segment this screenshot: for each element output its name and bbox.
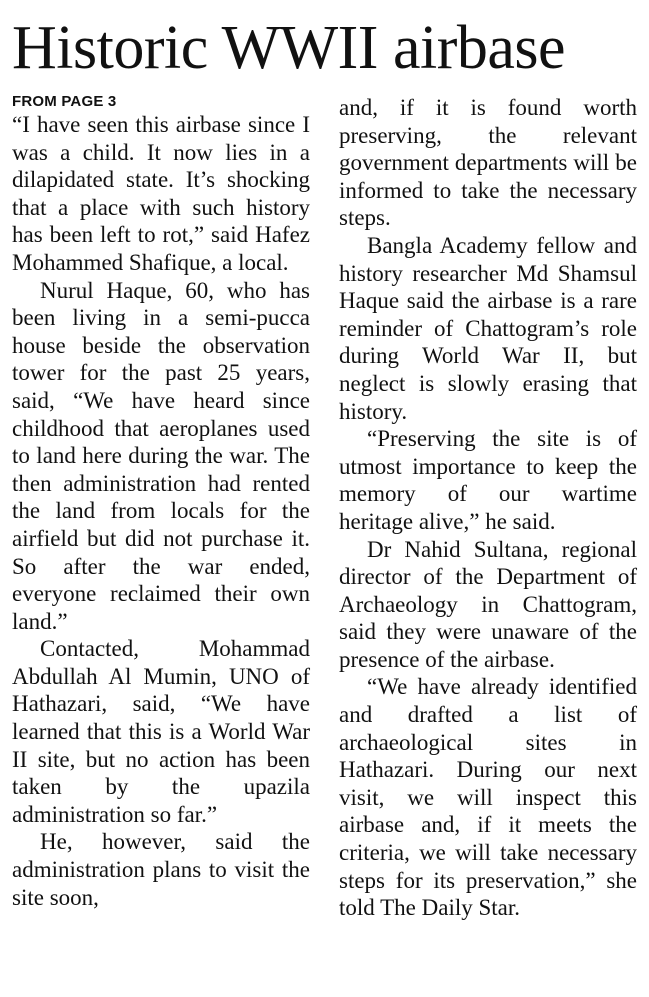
paragraph: Dr Nahid Sultana, regional director of the Department of Archaeology in Chattogram, said they were unaware of the presence of the airbase. [339,536,637,672]
paragraph: “Preserving the site is of utmost importance to keep the memory of our wartime heritage alive,” he said. [339,426,637,534]
paragraph: Nurul Haque, 60, who has been living in a semi-pucca house beside the observation tower for the past 25 years, said, “We have heard since childhood that aeroplanes used to land here during the war. The then administration had rented the land from locals for the airfield but did not purchase it. So after the war ended, everyone reclaimed their own land.” [12,277,310,634]
paragraph: “We have already identified and drafted a list of archaeological sites in Hathazari. During our next visit, we will inspect this airbase and, if it meets the criteria, we will take necessary steps for its preservation,” she told The Daily Star. [339,674,637,921]
paragraph: Bangla Academy fellow and history researcher Md Shamsul Haque said the airbase is a rare reminder of Chattogram’s role during World War II, but neglect is slowly erasing that history. [339,232,637,424]
kicker-from-page: FROM PAGE 3 [12,93,117,110]
article-column-left [12,92,310,911]
paragraph: He, however, said the administration plans to visit the site soon, [12,829,310,910]
paragraph: “I have seen this airbase since I was a child. It now lies in a dilapidated state. It’s shocking that a place with such history has been left to rot,” said Hafez Mohammed Shafique, a local. [12,112,310,275]
headline: Historic WWII airbase [12,14,566,82]
article-column-right [339,94,637,922]
paragraph: and, if it is found worth preserving, the relevant government departments will be informed to take the necessary steps. [339,95,637,231]
paragraph: Contacted, Mohammad Abdullah Al Mumin, UNO of Hathazari, said, “We have learned that this is a World War II site, but no action has been taken by the upazila administration so far.” [12,636,310,827]
